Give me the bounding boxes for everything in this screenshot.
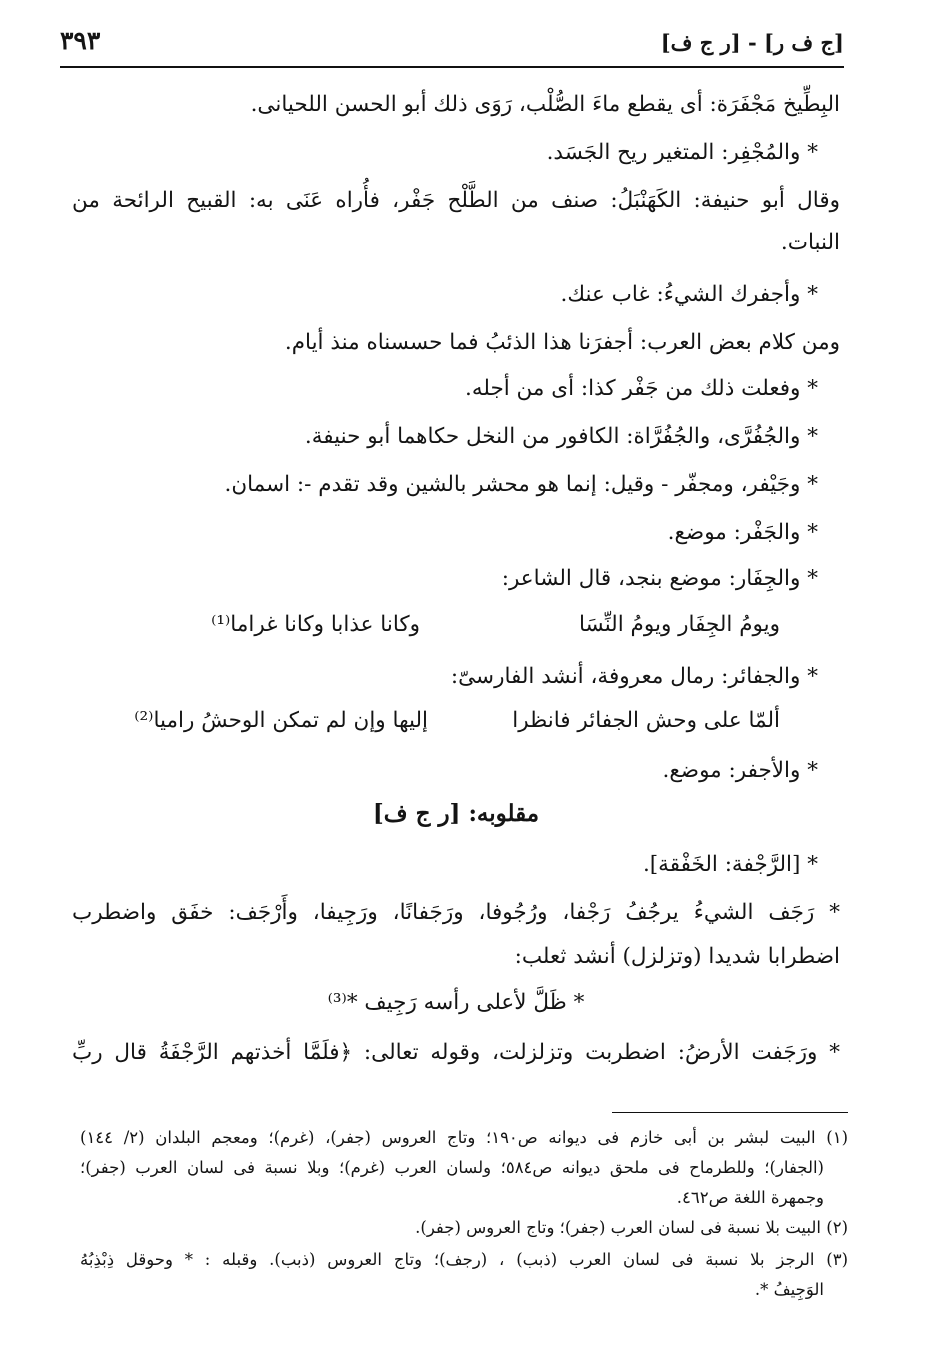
running-head: [ج ف ر] - [ر ج ف] (660, 30, 844, 55)
footnote-line: (٣) الرجز بلا نسبة فى لسان العرب (ذبب) ، (رجف)؛ وتاج العروس (ذبب). وقبله : * وحوقل ذِبْذِبُهُ (80, 1250, 848, 1269)
text-line: * والأجفر: موضع. (662, 758, 818, 783)
footnote-line: الوَجِيفُ *. (754, 1280, 824, 1299)
text-line: وقال أبو حنيفة: الكَهَنْبَلُ: صنف من الطَّلْح جَفْر، فأُراه عَنَى به: القبيح الرائحة من (72, 188, 840, 213)
text-line: * والجَفْر: موضع. (667, 520, 818, 545)
verse-2-first-hemistich: ألمّا على وحش الجفائر فانظرا (512, 708, 780, 733)
header-rule (60, 66, 844, 68)
verse-1-first-hemistich: ويومُ الجِفَار ويومُ النِّسَا (578, 612, 780, 637)
text-line: ومن كلام بعض العرب: أجفرَنا هذا الذئبُ فما حسسناه منذ أيام. (284, 330, 840, 355)
section-heading: مقلوبه: [ر ج ف] (372, 800, 540, 827)
text-line: * ورَجَفت الأرضُ: اضطربت وتزلزلت، وقوله تعالى: ﴿فلَمَّا أخذتهم الرَّجْفَةُ قال ربِّ (72, 1040, 840, 1065)
rajaz-line: * ظَلَّ لأعلى رأسه رَجِيف *⁽³⁾ (327, 990, 585, 1015)
verse-2-second-hemistich: إليها وإن لم تمكن الوحشُ راميا⁽²⁾ (134, 708, 428, 733)
text-line: * وفعلت ذلك من جَفْر كذا: أى من أجله. (464, 376, 818, 401)
text-line: * والجُفُرَّى، والجُفُرَّاة: الكافور من النخل حكاهما أبو حنيفة. (304, 424, 818, 449)
page-header (60, 22, 844, 62)
text-line: * والجفائر: رمال معروفة، أنشد الفارسىّ: (450, 664, 818, 689)
footnote-line: (٢) البيت بلا نسبة فى لسان العرب (جفر)؛ وتاج العروس (جفر). (415, 1218, 848, 1237)
text-line: * والجِفَار: موضع بنجد، قال الشاعر: (501, 566, 818, 591)
footnote-line: (١) البيت لبشر بن أبى خازم فى ديوانه ص١٩٠؛ وتاج العروس (جفر)، (غرم)؛ ومعجم البلدان (٢/ ١٤٤) (80, 1128, 848, 1147)
footnote-line: وجمهرة اللغة ص٤٦٢. (676, 1188, 824, 1207)
text-line: النبات. (780, 230, 840, 255)
footnote-rule (612, 1112, 848, 1113)
text-line: * والمُجْفِر: المتغير ريح الجَسَد. (546, 140, 818, 165)
text-line: البِطِّيخ مَجْفَرَة: أى يقطع ماءَ الصُّلْب، رَوَى ذلك أبو الحسن اللحيانى. (250, 92, 840, 117)
text-line: * رَجَف الشيءُ يرجُفُ رَجْفا، ورُجُوفا، ورَجَفانًا، ورَجِيفا، وأَرْجَف: خفَق واضطرب (72, 900, 840, 925)
text-line: * وجَيْفر، ومجفّر - وقيل: إنما هو محشر بالشين وقد تقدم -: اسمان. (224, 472, 818, 497)
verse-1-second-hemistich: وكانا عذابا وكانا غراما⁽¹⁾ (211, 612, 420, 637)
page-number: ٣٩٣ (60, 26, 101, 55)
text-line: * وأجفرك الشيءُ: غاب عنك. (560, 282, 818, 307)
footnote-line: (الجفار)؛ وللطرماح فى ملحق ديوانه ص٥٨٤؛ ولسان العرب (غرم)؛ وبلا نسبة فى لسان العرب (جفر)؛ (80, 1158, 824, 1177)
text-line: * [الرَّجْفة: الخَفْقة]. (642, 852, 818, 877)
text-line: اضطرابا شديدا (وتزلزل) أنشد ثعلب: (514, 944, 840, 969)
